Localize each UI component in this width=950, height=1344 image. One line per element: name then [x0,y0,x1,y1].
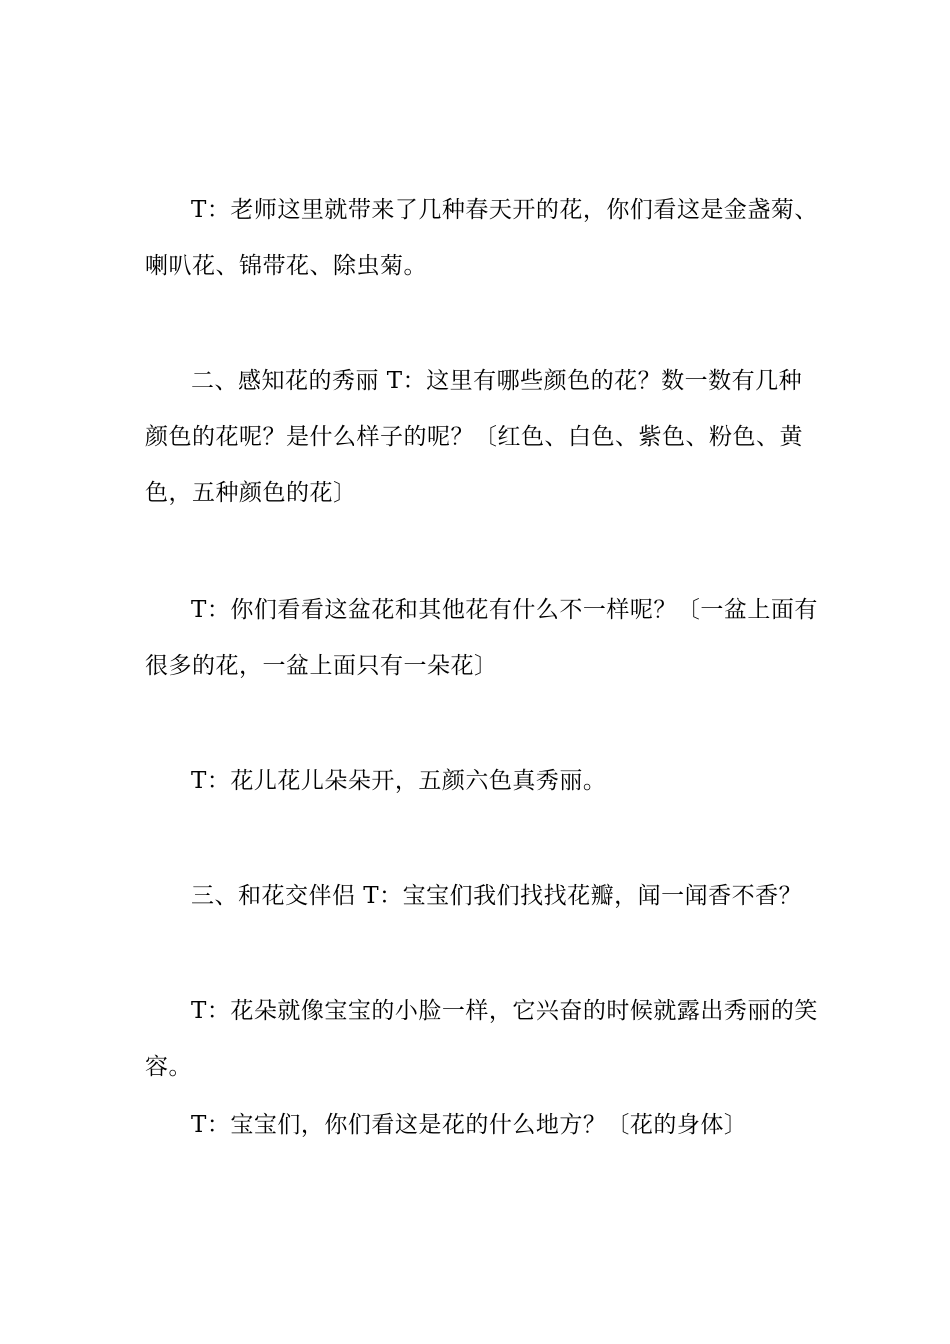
paragraph-flower-difference: T：你们看看这盆花和其他花有什么不一样呢？〔一盆上面有很多的花，一盆上面只有一朵花〕 [145,597,818,679]
paragraph-flower-friends: 三、和花交伴侣 T：宝宝们我们找找花瓣，闻一闻香不香？ [191,883,803,909]
paragraph-flower-intro: T：老师这里就带来了几种春天开的花，你们看这是金盏菊、喇叭花、锦带花、除虫菊。 [145,197,818,279]
paragraph-flower-smile: T：花朵就像宝宝的小脸一样，它兴奋的时候就露出秀丽的笑容。 [145,998,818,1080]
paragraph-flower-colors: 二、感知花的秀丽 T：这里有哪些颜色的花？数一数有几种颜色的花呢？是什么样子的呢？〔红色、白色、紫色、粉色、黄色，五种颜色的花〕 [145,368,803,506]
paragraph-flower-rhyme: T：花儿花儿朵朵开，五颜六色真秀丽。 [191,768,607,794]
paragraph-flower-body: T：宝宝们，你们看这是花的什么地方？〔花的身体〕 [191,1112,748,1138]
